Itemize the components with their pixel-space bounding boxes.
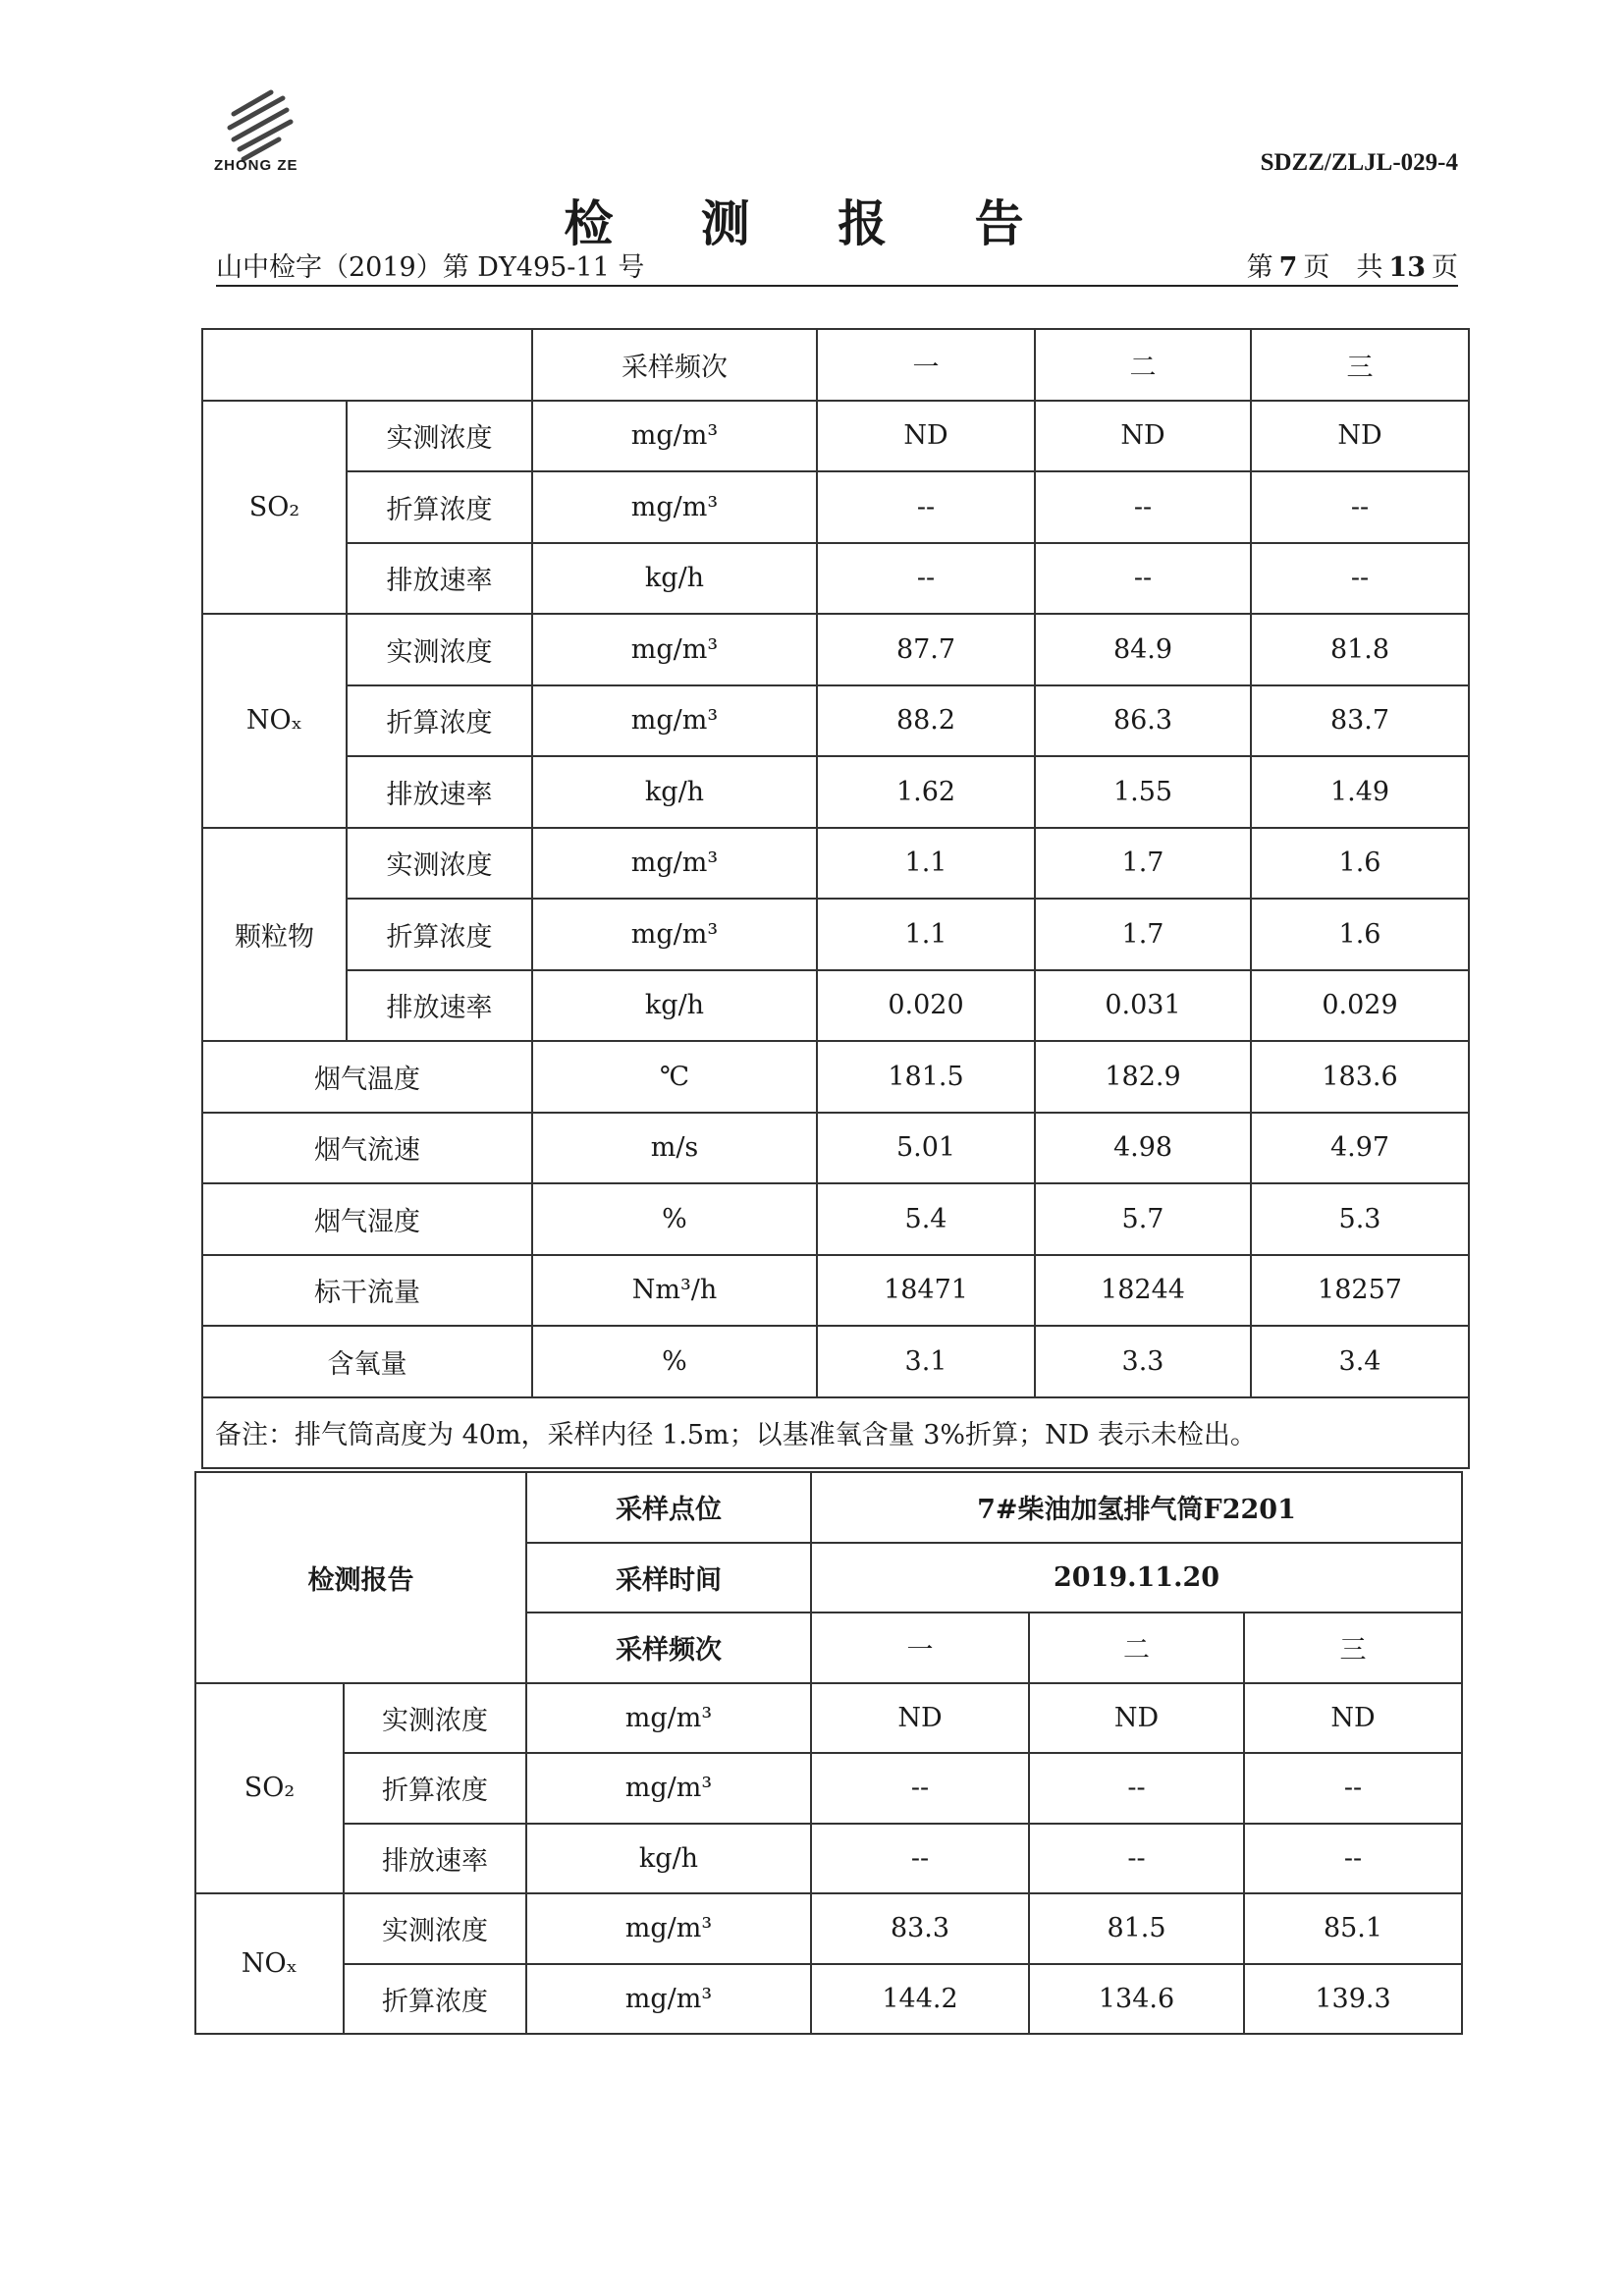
frequency-1: 一	[817, 329, 1035, 401]
value-3: 81.8	[1251, 614, 1469, 685]
unit: mg/m³	[526, 1753, 811, 1824]
table-row	[202, 970, 1469, 1042]
item-name: 排放速率	[347, 970, 532, 1042]
value-3: 139.3	[1244, 1964, 1462, 2035]
unit: %	[532, 1183, 817, 1255]
blank-header-cell	[202, 329, 532, 401]
page-indicator: 第 7 页 共 13 页	[1246, 252, 1458, 283]
unit: %	[532, 1326, 817, 1397]
frequency-2: 二	[1029, 1613, 1244, 1683]
value-2: ND	[1029, 1683, 1244, 1754]
table-row	[202, 685, 1469, 757]
table-row	[195, 1683, 1462, 1754]
value-1: 0.020	[817, 970, 1035, 1042]
value-1: 144.2	[811, 1964, 1029, 2035]
unit: kg/h	[526, 1824, 811, 1894]
table-row	[202, 899, 1469, 970]
value-2: --	[1035, 543, 1251, 615]
value-1: --	[811, 1824, 1029, 1894]
value-2: 4.98	[1035, 1113, 1251, 1184]
unit: mg/m³	[532, 685, 817, 757]
value-1: 1.62	[817, 756, 1035, 828]
table-row	[195, 1893, 1462, 1964]
item-name: 实测浓度	[344, 1683, 526, 1754]
item-name: 烟气流速	[202, 1113, 532, 1184]
value-1: 88.2	[817, 685, 1035, 757]
document-number: SDZZ/ZLJL-029-4	[1260, 149, 1458, 176]
item-name: 烟气湿度	[202, 1183, 532, 1255]
value-1: 181.5	[817, 1041, 1035, 1113]
frequency-2: 二	[1035, 329, 1251, 401]
item-name: 折算浓度	[344, 1753, 526, 1824]
frequency-header-row	[202, 329, 1469, 401]
table-row	[202, 756, 1469, 828]
table-row	[195, 1472, 1462, 1543]
item-name: 折算浓度	[347, 899, 532, 970]
value-1: --	[811, 1753, 1029, 1824]
unit: kg/h	[532, 543, 817, 615]
value-2: 1.55	[1035, 756, 1251, 828]
report-reference-number: 山中检字（2019）第 DY495-11 号	[216, 252, 645, 283]
sampling-point-value: 7#柴油加氢排气筒F2201	[811, 1472, 1462, 1543]
value-3: --	[1251, 543, 1469, 615]
value-1: 83.3	[811, 1893, 1029, 1964]
sampling-time-value: 2019.11.20	[811, 1543, 1462, 1613]
item-name: 含氧量	[202, 1326, 532, 1397]
table-row	[195, 1753, 1462, 1824]
table-row	[202, 1326, 1469, 1397]
value-3: 1.49	[1251, 756, 1469, 828]
report-subheader	[216, 246, 1458, 287]
unit: mg/m³	[532, 401, 817, 472]
emission-results-table-1	[201, 328, 1470, 1469]
value-3: 83.7	[1251, 685, 1469, 757]
value-2: 3.3	[1035, 1326, 1251, 1397]
section-header: 检测报告	[195, 1472, 526, 1683]
unit: kg/h	[532, 756, 817, 828]
item-name: 排放速率	[347, 543, 532, 615]
unit: mg/m³	[526, 1893, 811, 1964]
item-name: 实测浓度	[347, 401, 532, 472]
logo-text: ZHONG ZE	[214, 157, 298, 174]
value-3: ND	[1251, 401, 1469, 472]
current-page: 7	[1278, 252, 1298, 283]
value-1: ND	[811, 1683, 1029, 1754]
value-1: --	[817, 543, 1035, 615]
value-2: 18244	[1035, 1255, 1251, 1327]
item-name: 折算浓度	[347, 685, 532, 757]
value-3: --	[1251, 471, 1469, 543]
frequency-label: 采样频次	[526, 1613, 811, 1683]
unit: m/s	[532, 1113, 817, 1184]
table-row	[202, 614, 1469, 685]
item-name: 实测浓度	[347, 828, 532, 900]
value-1: 3.1	[817, 1326, 1035, 1397]
value-2: 1.7	[1035, 828, 1251, 900]
unit: mg/m³	[532, 828, 817, 900]
item-name: 折算浓度	[347, 471, 532, 543]
note-row	[202, 1397, 1469, 1469]
value-3: 4.97	[1251, 1113, 1469, 1184]
sampling-time-label: 采样时间	[526, 1543, 811, 1613]
value-3: 3.4	[1251, 1326, 1469, 1397]
item-name: 实测浓度	[347, 614, 532, 685]
value-3: 1.6	[1251, 828, 1469, 900]
value-1: 87.7	[817, 614, 1035, 685]
value-3: --	[1244, 1753, 1462, 1824]
table-row	[202, 471, 1469, 543]
pollutant-name: SO₂	[195, 1683, 344, 1894]
table-row	[202, 828, 1469, 900]
value-3: --	[1244, 1824, 1462, 1894]
value-2: 182.9	[1035, 1041, 1251, 1113]
value-2: 5.7	[1035, 1183, 1251, 1255]
pollutant-name: 颗粒物	[202, 828, 347, 1042]
unit: mg/m³	[526, 1964, 811, 2035]
unit: mg/m³	[532, 899, 817, 970]
frequency-1: 一	[811, 1613, 1029, 1683]
unit: Nm³/h	[532, 1255, 817, 1327]
value-1: --	[817, 471, 1035, 543]
frequency-3: 三	[1244, 1613, 1462, 1683]
table-row	[202, 401, 1469, 472]
value-1: 1.1	[817, 899, 1035, 970]
value-3: 18257	[1251, 1255, 1469, 1327]
value-1: 5.01	[817, 1113, 1035, 1184]
pollutant-name: NOₓ	[202, 614, 347, 828]
value-2: 0.031	[1035, 970, 1251, 1042]
table-row	[202, 1183, 1469, 1255]
value-3: 85.1	[1244, 1893, 1462, 1964]
item-name: 排放速率	[347, 756, 532, 828]
value-2: --	[1029, 1824, 1244, 1894]
unit: ℃	[532, 1041, 817, 1113]
table-row	[202, 1113, 1469, 1184]
page-title: 检 测 报 告	[564, 194, 1059, 252]
value-2: --	[1035, 471, 1251, 543]
value-2: 81.5	[1029, 1893, 1244, 1964]
value-1: 1.1	[817, 828, 1035, 900]
value-1: ND	[817, 401, 1035, 472]
value-2: 84.9	[1035, 614, 1251, 685]
table-row	[202, 543, 1469, 615]
unit: mg/m³	[526, 1683, 811, 1754]
item-name: 烟气温度	[202, 1041, 532, 1113]
remarks-note: 备注：排气筒高度为 40m，采样内径 1.5m；以基准氧含量 3%折算；ND 表示未检出。	[202, 1397, 1469, 1469]
table-row	[202, 1041, 1469, 1113]
item-name: 折算浓度	[344, 1964, 526, 2035]
unit: kg/h	[532, 970, 817, 1042]
value-2: --	[1029, 1753, 1244, 1824]
value-2: 1.7	[1035, 899, 1251, 970]
item-name: 排放速率	[344, 1824, 526, 1894]
value-3: 5.3	[1251, 1183, 1469, 1255]
frequency-label: 采样频次	[532, 329, 817, 401]
value-2: 134.6	[1029, 1964, 1244, 2035]
value-3: 0.029	[1251, 970, 1469, 1042]
table-row	[195, 1964, 1462, 2035]
value-1: 18471	[817, 1255, 1035, 1327]
unit: mg/m³	[532, 614, 817, 685]
value-1: 5.4	[817, 1183, 1035, 1255]
sampling-point-label: 采样点位	[526, 1472, 811, 1543]
value-3: 183.6	[1251, 1041, 1469, 1113]
value-3: ND	[1244, 1683, 1462, 1754]
table-row	[195, 1824, 1462, 1894]
unit: mg/m³	[532, 471, 817, 543]
value-2: ND	[1035, 401, 1251, 472]
value-2: 86.3	[1035, 685, 1251, 757]
pollutant-name: SO₂	[202, 401, 347, 615]
table-row	[202, 1255, 1469, 1327]
value-3: 1.6	[1251, 899, 1469, 970]
item-name: 实测浓度	[344, 1893, 526, 1964]
emission-results-table-2	[194, 1471, 1463, 2035]
frequency-3: 三	[1251, 329, 1469, 401]
total-pages: 13	[1388, 252, 1426, 283]
pollutant-name: NOₓ	[195, 1893, 344, 2034]
item-name: 标干流量	[202, 1255, 532, 1327]
